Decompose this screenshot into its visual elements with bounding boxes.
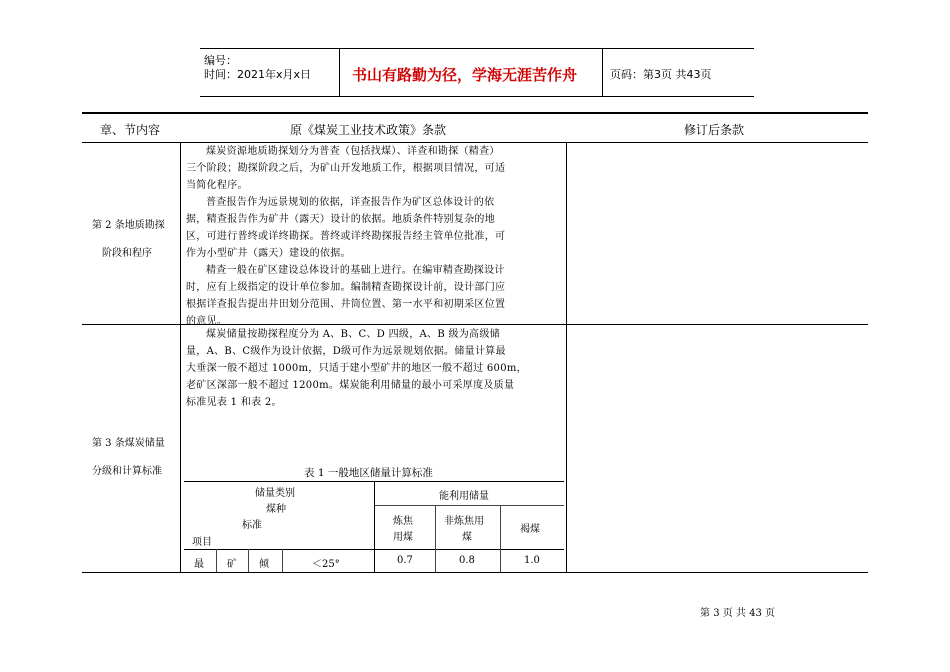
table1-col-noncoking-line1: 非炼焦用 — [444, 516, 484, 527]
section2-line: 时，应有上级指定的设计单位参加。编制精查勘探设计前，设计部门应 — [186, 282, 506, 293]
column-header-section: 章、节内容 — [100, 123, 161, 137]
header-divider — [602, 48, 603, 96]
header-divider — [339, 48, 340, 96]
section2-line: 当简化程序。 — [186, 180, 248, 191]
section2-paragraph — [186, 143, 566, 330]
document-time-label: 时间：2021年x月x日 — [204, 68, 312, 81]
section2-line: 根据详查报告提出井田划分范围、井筒位置、第一水平和初期采区位置 — [186, 299, 506, 310]
column-header-revised: 修订后条款 — [684, 123, 745, 137]
section3-line: 煤炭储量按勘探程度分为 A、B、C、D 四级，A、B 级为高级储 — [206, 329, 500, 340]
section3-label-line1: 第 3 条煤炭储量 — [92, 438, 165, 449]
section3-line: 标准见表 1 和表 2。 — [186, 397, 282, 408]
table1-column-divider — [282, 549, 283, 572]
table1-col-coking-line2: 用煤 — [393, 532, 413, 543]
table1-col-lignite: 褐煤 — [520, 524, 540, 535]
header-motto: 书山有路勤为径，学海无涯苦作舟 — [352, 66, 578, 84]
section2-line: 区，可进行普终或详终勘探。普终或详终勘探报告经主管单位批准，可 — [186, 231, 506, 242]
table1-diag-top: 储量类别 — [255, 488, 295, 499]
header-top-rule — [200, 48, 754, 49]
document-number-label: 编号： — [204, 54, 237, 67]
section3-label-line2: 分级和计算标准 — [92, 466, 162, 477]
table1-group-rule — [374, 505, 564, 506]
table-top-rule — [82, 112, 868, 114]
section3-line: 量，A、B、C级作为设计依据，D级可作为远景规划依据。储量计算最 — [186, 346, 506, 357]
table1-row-cell: 矿 — [227, 559, 237, 570]
table-bottom-rule — [82, 572, 868, 573]
table1-row-value: 0.8 — [459, 555, 475, 566]
section3-line: 大垂深一般不超过 1000m，只适于建小型矿井的地区一般不超过 600m， — [186, 363, 527, 374]
section2-line: 三个阶段；勘探阶段之后，为矿山开发地质工作，根据项目情况，可适 — [186, 163, 506, 174]
table1-column-divider — [500, 505, 501, 572]
table1-diag-mid1: 煤种 — [266, 504, 286, 515]
table1-column-divider — [435, 505, 436, 572]
section2-line: 普查报告作为远景规划的依据，详查报告作为矿区总体设计的依 — [206, 197, 495, 208]
section2-label-line2: 阶段和程序 — [102, 248, 152, 259]
header-page-label: 页码：第3页 共43页 — [610, 68, 712, 81]
column-header-original: 原《煤炭工业技术政策》条款 — [290, 123, 447, 137]
section2-line: 精查一般在矿区建设总体设计的基础上进行。在编审精查勘探设计 — [206, 265, 505, 276]
section2-label-line1: 第 2 条地质勘探 — [92, 220, 165, 231]
table1-column-divider — [374, 481, 375, 572]
table-column-divider — [566, 142, 567, 572]
table1-diag-mid2: 标准 — [242, 520, 262, 531]
table1-col-noncoking-line2: 煤 — [462, 532, 472, 543]
table1-column-divider — [248, 549, 249, 572]
table1-group-header: 能利用储量 — [439, 491, 489, 502]
section2-line: 的意见。 — [186, 316, 228, 327]
table1-diag-bottom: 项目 — [192, 537, 212, 548]
section2-line: 煤炭资源地质勘探划分为普查（包括找煤）、详查和勘探（精查） — [206, 146, 500, 157]
section2-line: 据，精查报告作为矿井（露天）设计的依据。地质条件特别复杂的地 — [186, 214, 495, 225]
table-column-divider — [180, 142, 181, 572]
section3-line: 老矿区深部一般不超过 1200m。煤炭能利用储量的最小可采厚度及质量 — [186, 380, 515, 391]
table1-row-cell: 最 — [194, 559, 204, 570]
footer-page-number: 第 3 页 共 43 页 — [700, 608, 775, 619]
table1-row-value: 1.0 — [524, 555, 540, 566]
table1-row-value: 0.7 — [397, 555, 413, 566]
section3-paragraph — [186, 326, 566, 411]
table1-row-cell: 倾 — [259, 559, 269, 570]
section2-line: 作为小型矿井（露天）建设的依据。 — [186, 248, 351, 259]
table1-row-cell: ＜25° — [312, 559, 340, 570]
table1-caption: 表 1 一般地区储量计算标准 — [304, 467, 433, 479]
table1-column-divider — [216, 549, 217, 572]
table1-col-coking-line1: 炼焦 — [393, 516, 413, 527]
header-bottom-rule — [200, 96, 754, 97]
